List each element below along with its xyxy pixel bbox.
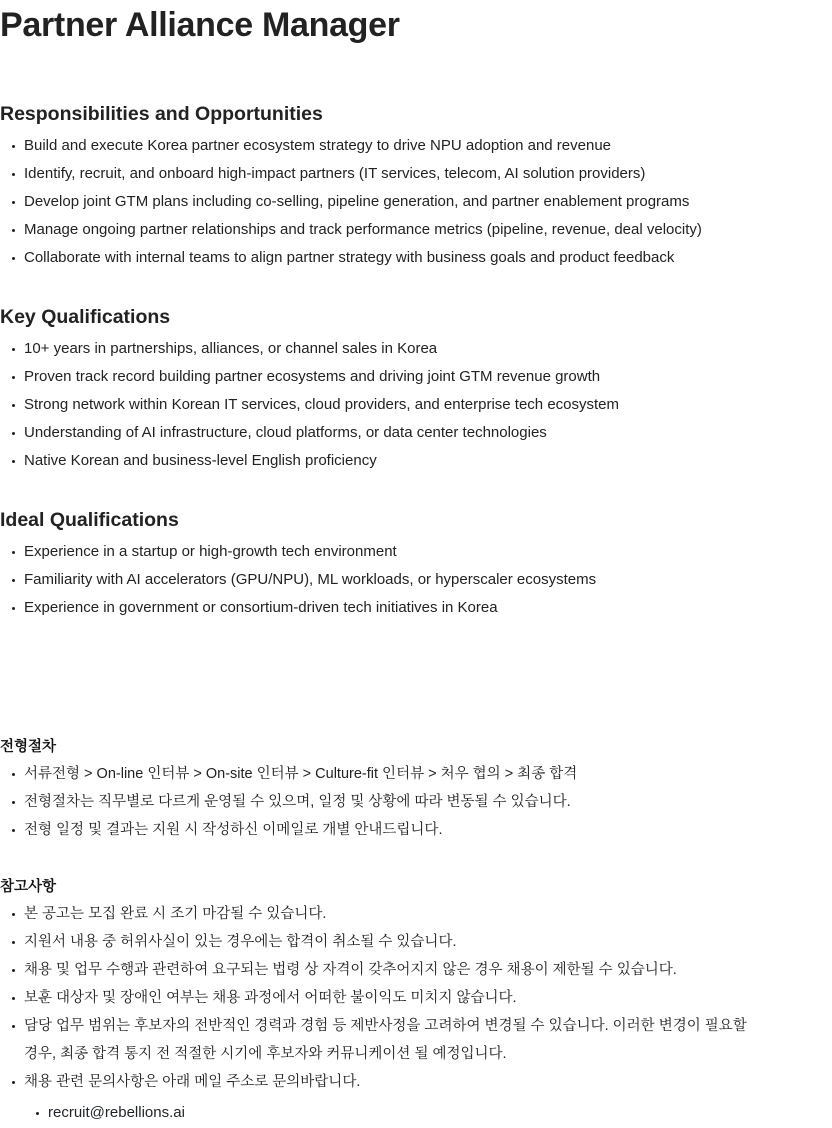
process-list: [0, 760, 820, 844]
notes-heading: 참고사항: [0, 879, 57, 895]
list-item: Build and execute Korea partner ecosystem strategy to drive NPU adoption and revenue: [0, 132, 820, 160]
list-item: Experience in a startup or high-growth tech environment: [0, 538, 820, 566]
ideal-qualifications-list: [0, 538, 820, 622]
list-item: Identify, recruit, and onboard high-impact partners (IT services, telecom, AI solution providers): [0, 160, 820, 188]
list-item: Native Korean and business-level English proficiency: [0, 447, 820, 475]
title-wrapper: [0, 0, 400, 44]
responsibilities-heading: Responsibilities and Opportunities: [0, 103, 323, 125]
list-item: 본 공고는 모집 완료 시 조기 마감될 수 있습니다.: [0, 900, 820, 928]
contact-email-link[interactable]: recruit@rebellions.ai: [24, 1099, 820, 1127]
ideal-qualifications-section: [0, 508, 820, 622]
list-item: 채용 관련 문의사항은 아래 메일 주소로 문의바랍니다.: [0, 1068, 820, 1096]
key-qualifications-section: [0, 305, 820, 475]
list-item: 서류전형 > On-line 인터뷰 > On-site 인터뷰 > Culture-fit 인터뷰 > 처우 협의 > 최종 합격: [0, 760, 820, 788]
list-item: 채용 및 업무 수행과 관련하여 요구되는 법령 상 자격이 갖추어지지 않은 경우 채용이 제한될 수 있습니다.: [0, 956, 820, 984]
page-title: Partner Alliance Manager: [0, 6, 400, 44]
notes-list: [0, 900, 820, 1096]
list-item: 지원서 내용 중 허위사실이 있는 경우에는 합격이 취소될 수 있습니다.: [0, 928, 820, 956]
list-item: 보훈 대상자 및 장애인 여부는 채용 과정에서 어떠한 불이익도 미치지 않습니다.: [0, 984, 820, 1012]
list-item: Develop joint GTM plans including co-selling, pipeline generation, and partner enablement programs: [0, 188, 820, 216]
responsibilities-list: [0, 132, 820, 272]
contact-email-list: [24, 1099, 820, 1127]
list-item: Collaborate with internal teams to align partner strategy with business goals and product feedback: [0, 244, 820, 272]
process-section: [0, 737, 820, 844]
contact-email-wrapper: [0, 1099, 820, 1127]
list-item: 담당 업무 범위는 후보자의 전반적인 경력과 경험 등 제반사정을 고려하여 변경될 수 있습니다. 이러한 변경이 필요할 경우, 최종 합격 통지 전 적절한 시기에 후보자와 커뮤니케이션 될 예정입니다.: [0, 1012, 764, 1068]
responsibilities-section: [0, 102, 820, 272]
process-heading: 전형절차: [0, 739, 57, 755]
ideal-qualifications-heading: Ideal Qualifications: [0, 509, 179, 531]
key-qualifications-list: [0, 335, 820, 475]
list-item: Proven track record building partner ecosystems and driving joint GTM revenue growth: [0, 363, 820, 391]
list-item: 10+ years in partnerships, alliances, or channel sales in Korea: [0, 335, 820, 363]
list-item: Experience in government or consortium-driven tech initiatives in Korea: [0, 594, 820, 622]
list-item: Manage ongoing partner relationships and track performance metrics (pipeline, revenue, deal velocity): [0, 216, 820, 244]
list-item: 전형절차는 직무별로 다르게 운영될 수 있으며, 일정 및 상황에 따라 변동될 수 있습니다.: [0, 788, 820, 816]
key-qualifications-heading: Key Qualifications: [0, 306, 171, 328]
list-item: Familiarity with AI accelerators (GPU/NPU), ML workloads, or hyperscaler ecosystems: [0, 566, 820, 594]
list-item: Understanding of AI infrastructure, cloud platforms, or data center technologies: [0, 419, 820, 447]
list-item: Strong network within Korean IT services, cloud providers, and enterprise tech ecosystem: [0, 391, 820, 419]
notes-section: [0, 877, 820, 1127]
list-item: 전형 일정 및 결과는 지원 시 작성하신 이메일로 개별 안내드립니다.: [0, 816, 820, 844]
